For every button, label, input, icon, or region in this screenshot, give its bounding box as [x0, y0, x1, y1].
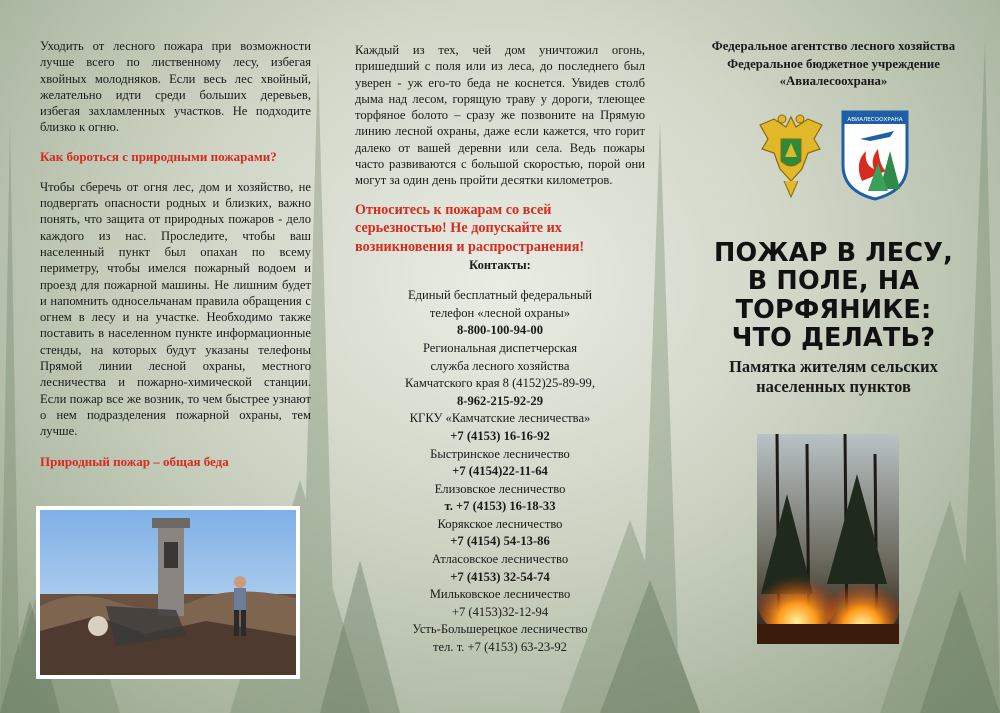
contact-phone: +7 (4153) 32-54-74 [450, 569, 550, 584]
burned-house-photo [36, 506, 300, 679]
heading-common-trouble: Природный пожар – общая беда [40, 453, 229, 469]
forest-fire-photo [757, 434, 899, 644]
left-para-2: Чтобы сберечь от огня лес, дом и хозяйство, не подвергать опасности родных и близких, важно понять, что защита от природных пожаров - дело каждого из нас. Проследите, чтобы ваш населенный пункт был опахан по всему периметру, чтобы имелся пожарный водоем и проезд для пожарной машины. Не лишним будет и напомнить односельчанам правила обращения с огнем в лесу и на участке. Необходимо также поставить в населенном пункте информационные стенды, на которых будут указаны телефоны Прямой линии лесной охраны, местного лесничества и пожарно-химической станции. Если пожар все же возник, то чем быстрее узнают о нем подразделения пожарной охраны, тем лучше. [40, 179, 311, 439]
avialesookhrana-logo-icon [840, 109, 910, 201]
title-line-3: ТОРФЯНИКЕ: [735, 294, 932, 325]
call-to-action: Относитесь к пожарам со всей серьезностью! Не допускайте их возникновения и распространения! [355, 201, 585, 255]
title-line-1: ПОЖАР В ЛЕСУ, [713, 237, 954, 268]
contact-line: служба лесного хозяйства [430, 358, 570, 373]
title-line-2: В ПОЛЕ, НА [747, 266, 920, 296]
middle-panel [333, 0, 667, 713]
contact-line: КГКУ «Камчатские лесничества» [409, 411, 591, 426]
logo-text: АВИАЛЕСООХРАНА [846, 116, 903, 123]
contact-line: Региональная диспетчерская [422, 340, 578, 355]
contact-phone: +7 (4154) 54-13-86 [450, 534, 550, 549]
contacts-block [355, 258, 645, 656]
contact-line: Камчатского края 8 (4152)25-89-99, [405, 376, 595, 391]
title-line-4: ЧТО ДЕЛАТЬ? [731, 323, 936, 353]
logos [687, 109, 980, 205]
contact-phone: 8-962-215-92-29 [456, 393, 544, 408]
contact-line: Усть-Большерецкое лесничество [412, 622, 588, 637]
middle-para-1: Каждый из тех, чей дом уничтожил огонь, пришедший с поля или из леса, до последнего был уверен - уж его-то беда не коснется. Увидев столб дыма над лесом, горящую траву у дороги, тлеющее торфяное болото – сразу же позвоните на Прямую линию лесной охраны, даже если кажется, что горит далеко от вашей деревни или села. Ведь пожары часто развиваются с большой скоростью, порой они могут за один день пройти десятки километров. [355, 43, 645, 188]
contacts-title: Контакты: [469, 258, 531, 273]
contact-line: Елизовское лесничество [434, 481, 566, 496]
subtitle: Памятка жителям сельских населенных пунктов [729, 356, 938, 396]
org-agency: Федеральное агентство лесного хозяйства [711, 39, 956, 53]
contact-line: телефон «лесной охраны» [429, 305, 571, 320]
double-headed-eagle-emblem-icon [758, 109, 824, 199]
left-para-1: Уходить от лесного пожара при возможности лучше всего по лиственному лесу, избегая хвойных молодняков. Если весь лес хвойный, желательно идти среди больших деревьев, избегая захламленных участков. Не подходите близко к огню. [40, 39, 311, 135]
contact-phone: т. +7 (4153) 16-18-33 [444, 499, 556, 514]
contact-list [355, 287, 645, 656]
contact-line: Корякское лесничество [437, 516, 563, 531]
contact-line: тел. т. +7 (4153) 63-23-92 [433, 640, 567, 655]
contact-line: Мильковское лесничество [429, 587, 571, 602]
contact-line: Быстринское лесничество [430, 446, 570, 461]
main-title [687, 239, 980, 353]
heading-how-to-fight: Как бороться с природными пожарами? [40, 148, 277, 164]
contact-line: Атласовское лесничество [431, 552, 569, 567]
contact-line: +7 (4153)32-12-94 [451, 604, 549, 619]
contact-phone: 8-800-100-94-00 [456, 323, 544, 338]
contact-phone: +7 (4153) 16-16-92 [450, 428, 550, 443]
contact-line: Единый бесплатный федеральный [407, 288, 593, 303]
org-institution: Федеральное бюджетное учреждение «Авиалесоохрана» [727, 56, 940, 88]
contact-phone: +7 (4154)22-11-64 [452, 464, 548, 479]
